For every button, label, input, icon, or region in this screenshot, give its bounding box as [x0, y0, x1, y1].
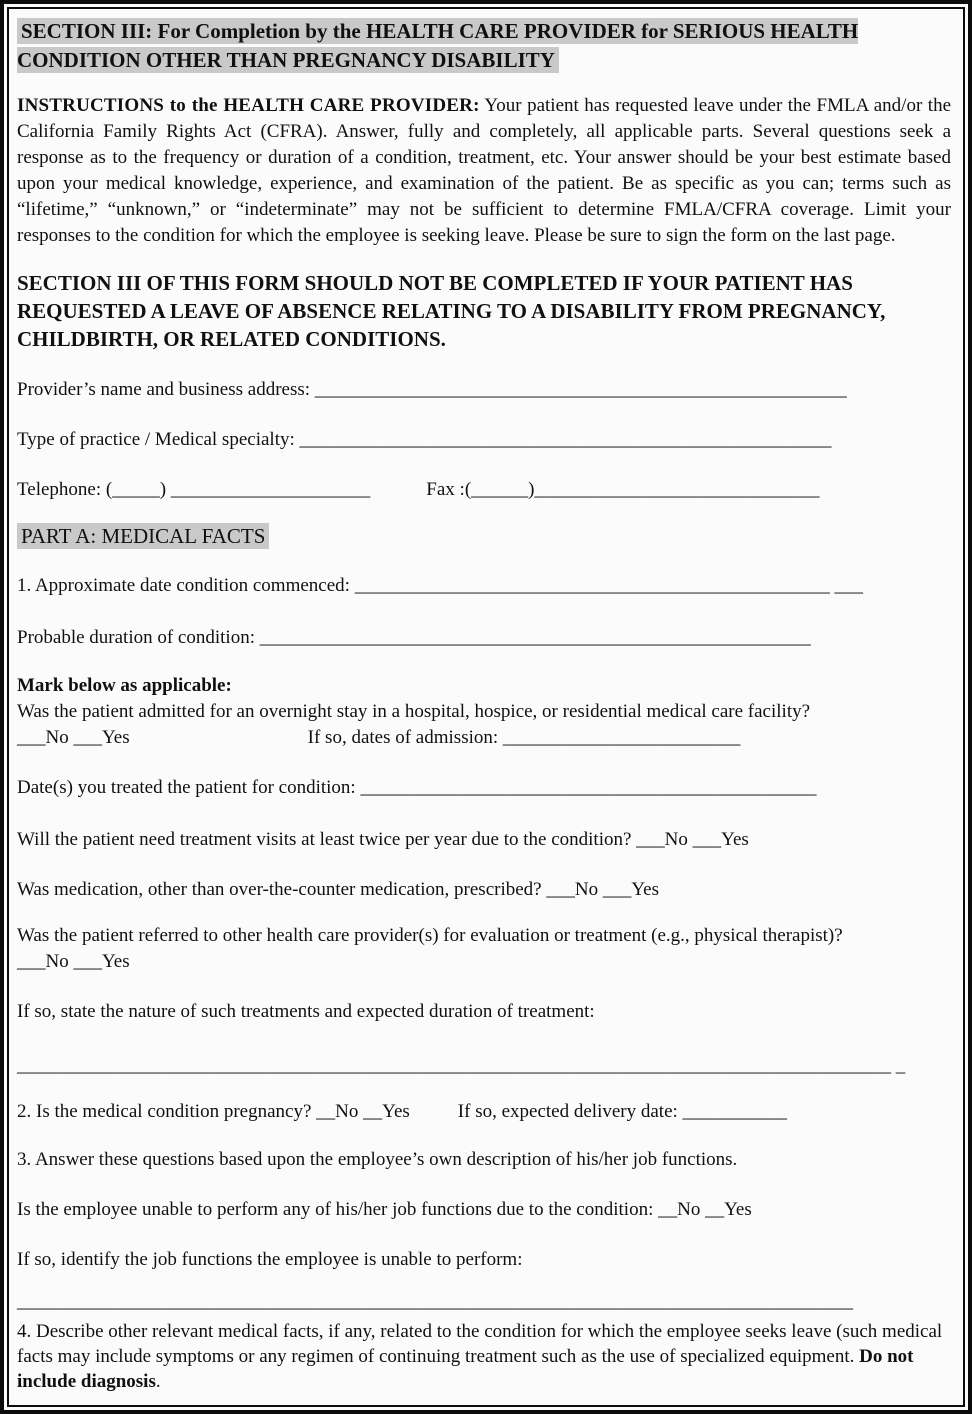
q4-period: . [155, 1371, 161, 1392]
q1-nature-blank-row [17, 1053, 951, 1079]
practice-row [17, 427, 951, 453]
q3-unable-question: Is the employee unable to perform any of his/her job functions due to the condition: [17, 1199, 654, 1220]
telephone-area-blank[interactable]: (_____) [105, 479, 167, 500]
q2-yes-option[interactable]: __Yes [363, 1101, 410, 1122]
provider-name-label: Provider’s name and business address: [17, 379, 311, 400]
q3-identify-blank-row [17, 1289, 951, 1315]
q1-visits-question: Will the patient need treatment visits at least twice per year due to the condition? [17, 829, 632, 850]
q1-admitted-no-option[interactable]: ___No [17, 727, 69, 748]
fax-group [426, 479, 819, 500]
telephone-number-blank[interactable]: _____________________ [170, 479, 371, 500]
q1-admitted-question: Was the patient admitted for an overnight stay in a hospital, hospice, or residential medical care facility? [17, 701, 811, 722]
fax-area-blank[interactable]: (______) [464, 479, 535, 500]
q2-question: 2. Is the medical condition pregnancy? [17, 1101, 312, 1122]
q3-unable-yes-option[interactable]: __Yes [705, 1199, 752, 1220]
mark-below-label: Mark below as applicable: [17, 675, 232, 696]
q2-row [17, 1099, 951, 1125]
admission-dates-blank[interactable]: _________________________ [502, 727, 741, 748]
fax-label: Fax : [426, 479, 465, 500]
q1-referred-yes-option[interactable]: ___Yes [73, 951, 130, 972]
q1-duration-blank[interactable]: __________________________________________________________ [259, 627, 811, 648]
q1-admitted-yes-option[interactable]: ___Yes [73, 727, 130, 748]
admission-dates-group [308, 727, 741, 748]
q3-unable-row [17, 1197, 951, 1223]
q1-duration-label: Probable duration of condition: [17, 627, 255, 648]
practice-blank[interactable]: ________________________________________________________ [299, 429, 832, 450]
q1-medication-row [17, 877, 951, 903]
q1-referred-row [17, 923, 951, 975]
q1-date-blank[interactable]: __________________________________________________ ___ [354, 575, 863, 596]
section-title-heading [17, 17, 951, 75]
instructions-paragraph [17, 93, 951, 249]
part-a-heading [17, 523, 951, 549]
part-a-title: PART A: MEDICAL FACTS [17, 523, 269, 549]
q1-date-label: 1. Approximate date condition commenced: [17, 575, 350, 596]
fax-number-blank[interactable]: ______________________________ [534, 479, 820, 500]
telephone-label: Telephone: [17, 479, 102, 500]
q1-visits-no-option[interactable]: ___No [636, 829, 688, 850]
q4-bold-text: Do not include diagnosis [17, 1346, 914, 1392]
form-content [7, 7, 965, 1407]
q2-no-option[interactable]: __No [316, 1101, 359, 1122]
q1-medication-no-option[interactable]: ___No [546, 879, 599, 900]
q3-unable-no-option[interactable]: __No [658, 1199, 701, 1220]
q3-identify-blank[interactable]: ________________________________________________________________________________________ [17, 1291, 853, 1312]
q1-medication-yes-option[interactable]: ___Yes [602, 879, 659, 900]
instructions-lead: INSTRUCTIONS to the HEALTH CARE PROVIDER: [17, 95, 480, 116]
delivery-date-group [458, 1101, 787, 1122]
q1-visits-yes-option[interactable]: ___Yes [692, 829, 749, 850]
q1-treated-row [17, 775, 951, 801]
q3-identify-label-row: If so, identify the job functions the employee is unable to perform: [17, 1249, 523, 1270]
q1-treated-label: Date(s) you treated the patient for condition: [17, 777, 356, 798]
q1-treated-blank[interactable]: ________________________________________________ [360, 777, 817, 798]
q4-paragraph [17, 1319, 951, 1394]
provider-address-blank[interactable]: ________________________ [618, 379, 847, 400]
q1-medication-question: Was medication, other than over-the-counter medication, prescribed? [17, 879, 542, 900]
q1-visits-row [17, 827, 951, 853]
q1-admitted-answer-row [17, 725, 951, 751]
delivery-date-label: If so, expected delivery date: [457, 1101, 678, 1122]
instructions-body: Your patient has requested leave under the FMLA and/or the California Family Rights Act (CFRA). Answer, fully and completely, all applicable parts. Several questions seek a response as to the frequency or duration of a condition, treatment, etc. Your answer should be your best estimate based upon your medical knowledge, experience, and examination of the patient. Be as specific as you can; terms such as “lifetime,” “unknown,” or “indeterminate” may not be sufficient to determine FMLA/CFRA coverage. Limit your responses to the condition for which the employee is seeking leave. Please be sure to sign the form on the last page. [17, 95, 952, 246]
delivery-date-blank[interactable]: ___________ [682, 1101, 788, 1122]
q4-text: 4. Describe other relevant medical facts, if any, related to the condition for which the employee seeks leave (such medical facts may include symptoms or any regimen of continuing treatment such as the use of specialized equipment. [17, 1321, 943, 1367]
telephone-fax-row [17, 477, 951, 503]
section-title: SECTION III: For Completion by the HEALTH CARE PROVIDER for SERIOUS HEALTH CONDITION OTHER THAN PREGNANCY DISABILITY [17, 19, 859, 72]
provider-name-blank[interactable]: ________________________________ [314, 379, 619, 400]
q1-referred-question: Was the patient referred to other health care provider(s) for evaluation or treatment (e.g., physical therapist)? [17, 925, 843, 946]
practice-label: Type of practice / Medical specialty: [17, 429, 295, 450]
q3-heading: 3. Answer these questions based upon the employee’s own description of his/her job functions. [17, 1149, 738, 1170]
q1-date-commenced-row [17, 573, 951, 599]
q1-nature-label-row: If so, state the nature of such treatments and expected duration of treatment: [17, 1001, 595, 1022]
admission-dates-label: If so, dates of admission: [307, 727, 499, 748]
provider-name-row [17, 377, 951, 403]
warning-paragraph: SECTION III OF THIS FORM SHOULD NOT BE COMPLETED IF YOUR PATIENT HAS REQUESTED A LEAVE OF ABSENCE RELATING TO A DISABILITY FROM PREGNANCY, CHILDBIRTH, OR RELATED CONDITIONS. [17, 271, 886, 351]
q1-referred-no-option[interactable]: ___No [17, 951, 69, 972]
q1-duration-row [17, 625, 951, 651]
q1-nature-blank[interactable]: ____________________________________________________________________________________________ _ [17, 1055, 906, 1076]
